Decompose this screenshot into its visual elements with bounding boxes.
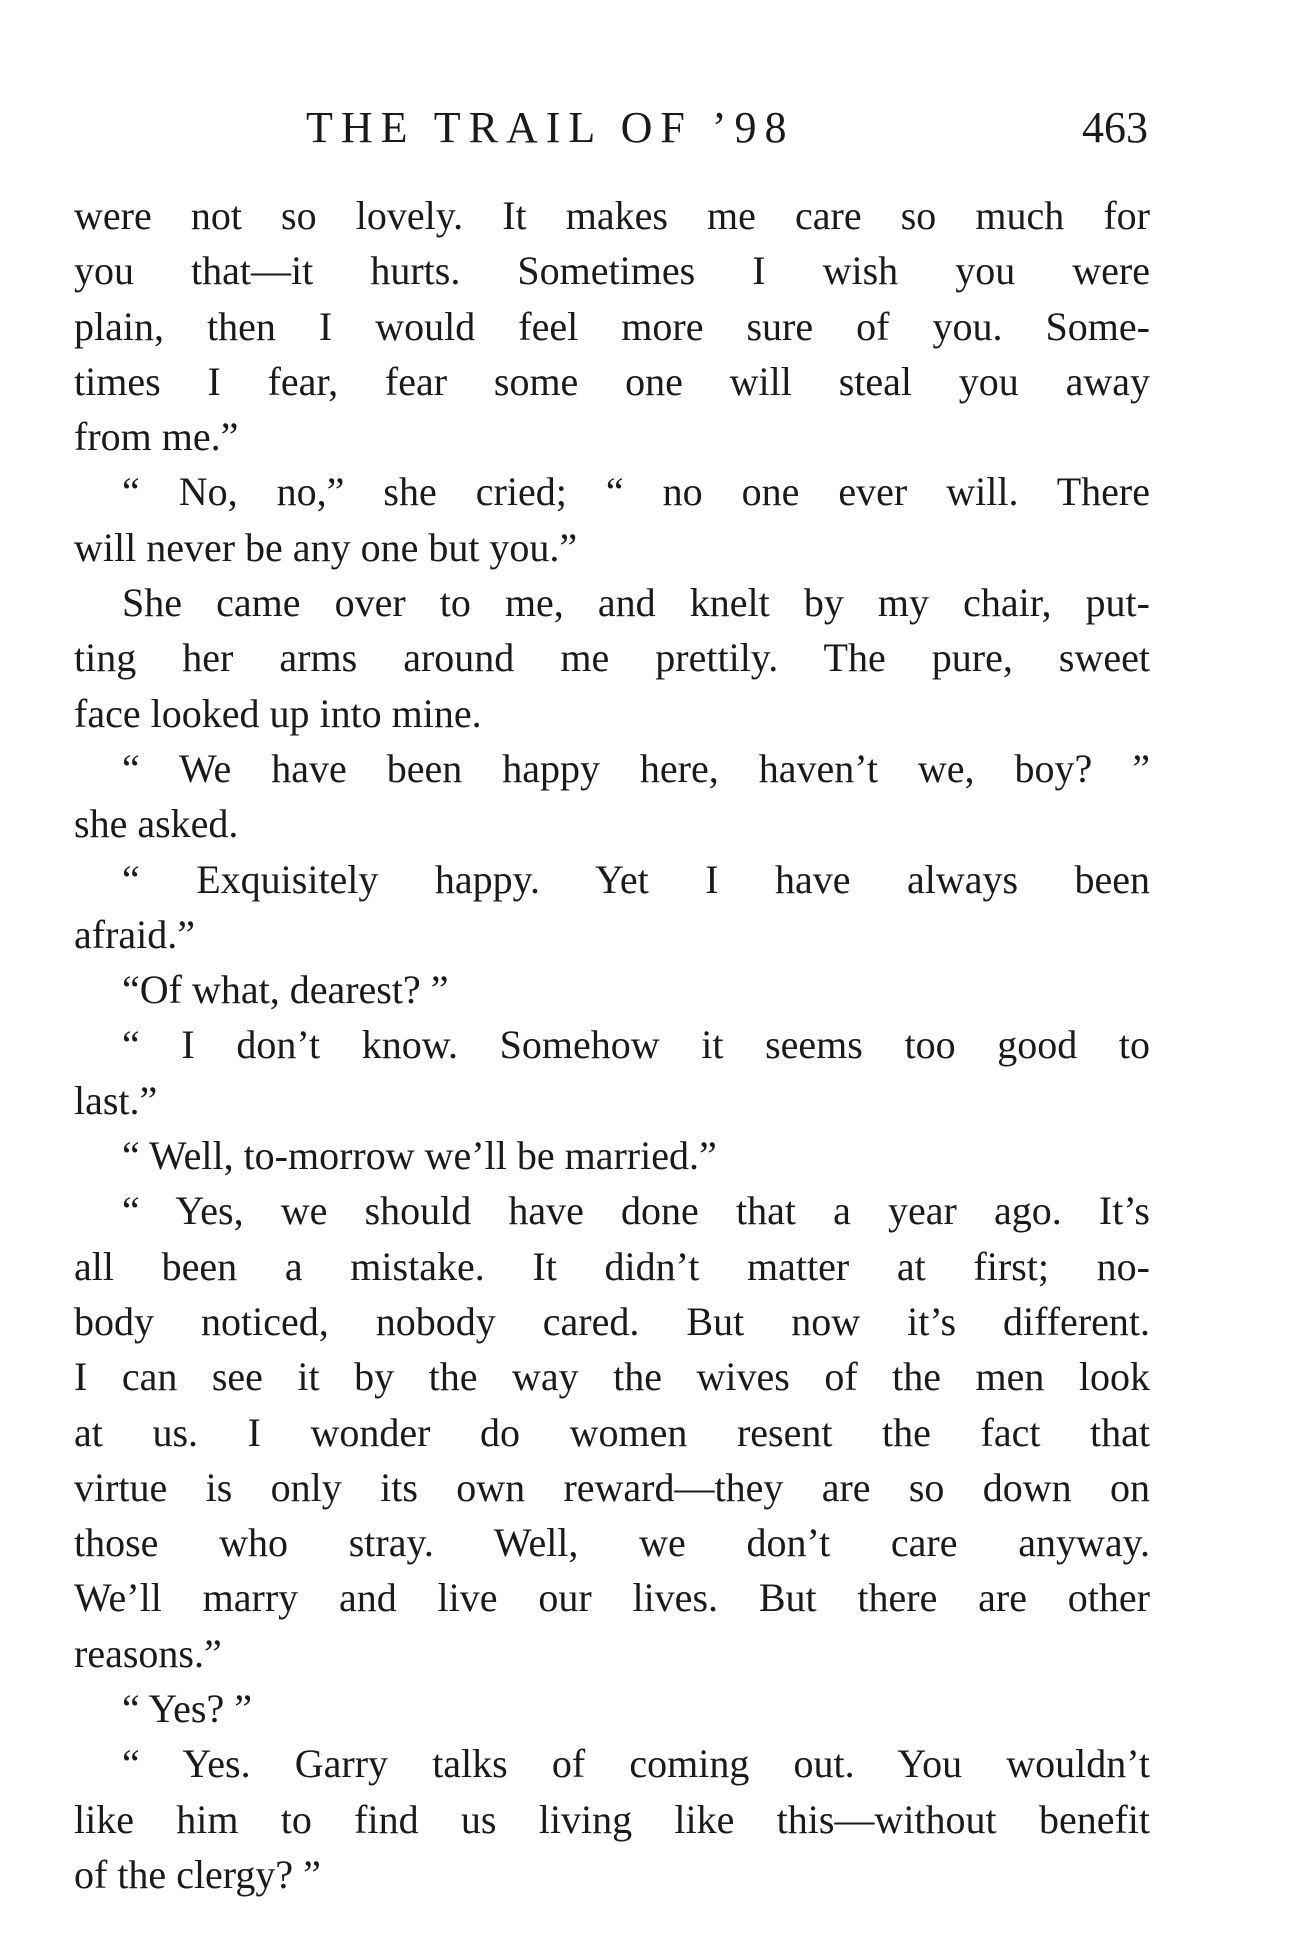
text-line: I can see it by the way the wives of the men look	[74, 1354, 1150, 1400]
text-line: last.”	[74, 1077, 158, 1123]
text-line: times I fear, fear some one will steal you away	[74, 358, 1150, 404]
text-line: “ I don’t know. Somehow it seems too good to	[122, 1022, 1150, 1068]
text-line: like him to find us living like this—without benefit	[74, 1796, 1150, 1842]
text-line: at us. I wonder do women resent the fact that	[74, 1409, 1150, 1455]
text-line: “ Yes? ”	[122, 1686, 252, 1732]
text-line: all been a mistake. It didn’t matter at first; no-	[74, 1243, 1150, 1289]
text-line: ting her arms around me prettily. The pure, sweet	[74, 635, 1150, 681]
text-line: body noticed, nobody cared. But now it’s different.	[74, 1298, 1150, 1344]
text-line: were not so lovely. It makes me care so much for	[74, 193, 1150, 238]
text-line: virtue is only its own reward—they are so down on	[74, 1464, 1150, 1510]
body-text	[74, 188, 1150, 1902]
running-head	[76, 98, 1148, 158]
text-line: plain, then I would feel more sure of you. Some-	[74, 303, 1150, 349]
text-line: you that—it hurts. Sometimes I wish you were	[74, 248, 1150, 294]
text-line: face looked up into mine.	[74, 690, 482, 736]
text-line: reasons.”	[74, 1630, 222, 1676]
text-line: of the clergy? ”	[74, 1851, 321, 1897]
text-line: “ Well, to-morrow we’ll be married.”	[122, 1133, 717, 1179]
page-number: 463	[1082, 103, 1148, 152]
text-line: We’ll marry and live our lives. But there are other	[74, 1575, 1150, 1621]
running-title: THE TRAIL OF ’98	[306, 103, 795, 152]
text-line: she asked.	[74, 801, 239, 847]
text-line: “Of what, dearest? ”	[122, 967, 449, 1013]
text-line: will never be any one but you.”	[74, 524, 578, 570]
text-line: “ We have been happy here, haven’t we, boy? ”	[122, 745, 1150, 791]
text-line: “ No, no,” she cried; “ no one ever will. There	[122, 469, 1150, 515]
text-line: “ Yes, we should have done that a year ago. It’s	[122, 1188, 1150, 1234]
text-line: “ Yes. Garry talks of coming out. You wouldn’t	[122, 1741, 1150, 1787]
text-line: from me.”	[74, 414, 239, 460]
text-line: “ Exquisitely happy. Yet I have always been	[122, 856, 1150, 902]
text-line: those who stray. Well, we don’t care anyway.	[74, 1520, 1150, 1566]
text-line: afraid.”	[74, 911, 196, 957]
text-line: She came over to me, and knelt by my chair, put-	[122, 580, 1150, 626]
